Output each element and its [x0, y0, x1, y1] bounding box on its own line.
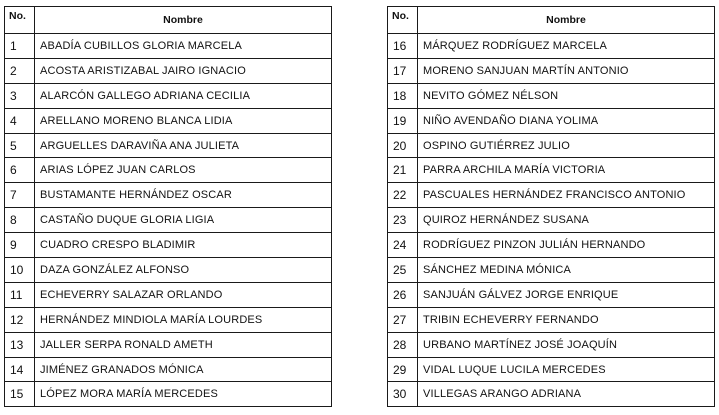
table-row	[388, 108, 715, 133]
header-row	[388, 7, 715, 34]
row-number: 13	[5, 332, 35, 357]
row-number: 29	[388, 357, 418, 382]
table-row	[5, 258, 332, 283]
row-number: 18	[388, 83, 418, 108]
row-name: ACOSTA ARISTIZABAL JAIRO IGNACIO	[35, 58, 332, 83]
row-number: 22	[388, 183, 418, 208]
table-row	[5, 307, 332, 332]
row-number: 15	[5, 382, 35, 407]
row-name: JALLER SERPA RONALD AMETH	[35, 332, 332, 357]
number-column-header: No.	[388, 7, 418, 34]
table-row	[5, 34, 332, 59]
row-name: PARRA ARCHILA MARÍA VICTORIA	[418, 158, 715, 183]
names-table-left	[4, 6, 332, 407]
row-name: RODRÍGUEZ PINZON JULIÁN HERNANDO	[418, 233, 715, 258]
row-name: ECHEVERRY SALAZAR ORLANDO	[35, 282, 332, 307]
row-number: 21	[388, 158, 418, 183]
row-name: QUIROZ HERNÁNDEZ SUSANA	[418, 208, 715, 233]
row-name: DAZA GONZÁLEZ ALFONSO	[35, 258, 332, 283]
row-name: OSPINO GUTIÉRREZ JULIO	[418, 133, 715, 158]
table-row	[5, 183, 332, 208]
table-row	[388, 183, 715, 208]
table-row	[5, 332, 332, 357]
row-number: 27	[388, 307, 418, 332]
row-name: ARGUELLES DARAVIÑA ANA JULIETA	[35, 133, 332, 158]
row-name: PASCUALES HERNÁNDEZ FRANCISCO ANTONIO	[418, 183, 715, 208]
row-number: 19	[388, 108, 418, 133]
row-number: 8	[5, 208, 35, 233]
table-row	[388, 382, 715, 407]
row-number: 25	[388, 258, 418, 283]
row-name: ARIAS LÓPEZ JUAN CARLOS	[35, 158, 332, 183]
table-row	[388, 357, 715, 382]
table-row	[5, 208, 332, 233]
row-name: ALARCÓN GALLEGO ADRIANA CECILIA	[35, 83, 332, 108]
header-row	[5, 7, 332, 34]
row-name: ABADÍA CUBILLOS GLORIA MARCELA	[35, 34, 332, 59]
row-name: BUSTAMANTE HERNÁNDEZ OSCAR	[35, 183, 332, 208]
row-number: 1	[5, 34, 35, 59]
table-row	[5, 108, 332, 133]
row-number: 11	[5, 282, 35, 307]
table-row	[5, 282, 332, 307]
table-row	[388, 158, 715, 183]
row-number: 26	[388, 282, 418, 307]
row-name: MÁRQUEZ RODRÍGUEZ MARCELA	[418, 34, 715, 59]
names-table-right	[387, 6, 715, 407]
table-row	[5, 58, 332, 83]
row-number: 10	[5, 258, 35, 283]
row-number: 12	[5, 307, 35, 332]
row-number: 4	[5, 108, 35, 133]
row-name: VIDAL LUQUE LUCILA MERCEDES	[418, 357, 715, 382]
row-number: 17	[388, 58, 418, 83]
row-name: SÁNCHEZ MEDINA MÓNICA	[418, 258, 715, 283]
row-number: 16	[388, 34, 418, 59]
row-number: 23	[388, 208, 418, 233]
name-column-header: Nombre	[35, 7, 332, 34]
row-number: 24	[388, 233, 418, 258]
row-name: LÓPEZ MORA MARÍA MERCEDES	[35, 382, 332, 407]
table-row	[388, 83, 715, 108]
row-number: 6	[5, 158, 35, 183]
row-name: CASTAÑO DUQUE GLORIA LIGIA	[35, 208, 332, 233]
table-row	[388, 133, 715, 158]
number-column-header: No.	[5, 7, 35, 34]
table-row	[5, 133, 332, 158]
row-name: NIÑO AVENDAÑO DIANA YOLIMA	[418, 108, 715, 133]
table-row	[388, 233, 715, 258]
row-name: ARELLANO MORENO BLANCA LIDIA	[35, 108, 332, 133]
table-row	[388, 258, 715, 283]
row-number: 3	[5, 83, 35, 108]
row-number: 30	[388, 382, 418, 407]
row-name: CUADRO CRESPO BLADIMIR	[35, 233, 332, 258]
table-row	[388, 208, 715, 233]
table-row	[388, 332, 715, 357]
table-row	[5, 158, 332, 183]
row-number: 7	[5, 183, 35, 208]
row-number: 9	[5, 233, 35, 258]
table-row	[388, 282, 715, 307]
table-row	[388, 34, 715, 59]
table-body	[388, 34, 715, 407]
name-column-header: Nombre	[418, 7, 715, 34]
row-name: HERNÁNDEZ MINDIOLA MARÍA LOURDES	[35, 307, 332, 332]
row-number: 14	[5, 357, 35, 382]
table-row	[388, 307, 715, 332]
row-number: 20	[388, 133, 418, 158]
table-body	[5, 34, 332, 407]
row-number: 5	[5, 133, 35, 158]
row-number: 28	[388, 332, 418, 357]
row-name: TRIBIN ECHEVERRY FERNANDO	[418, 307, 715, 332]
row-name: MORENO SANJUAN MARTÍN ANTONIO	[418, 58, 715, 83]
row-name: JIMÉNEZ GRANADOS MÓNICA	[35, 357, 332, 382]
row-name: NEVITO GÓMEZ NÉLSON	[418, 83, 715, 108]
table-row	[388, 58, 715, 83]
table-row	[5, 357, 332, 382]
row-name: URBANO MARTÍNEZ JOSÉ JOAQUÍN	[418, 332, 715, 357]
row-number: 2	[5, 58, 35, 83]
table-row	[5, 382, 332, 407]
table-row	[5, 83, 332, 108]
row-name: VILLEGAS ARANGO ADRIANA	[418, 382, 715, 407]
row-name: SANJUÁN GÁLVEZ JORGE ENRIQUE	[418, 282, 715, 307]
table-row	[5, 233, 332, 258]
